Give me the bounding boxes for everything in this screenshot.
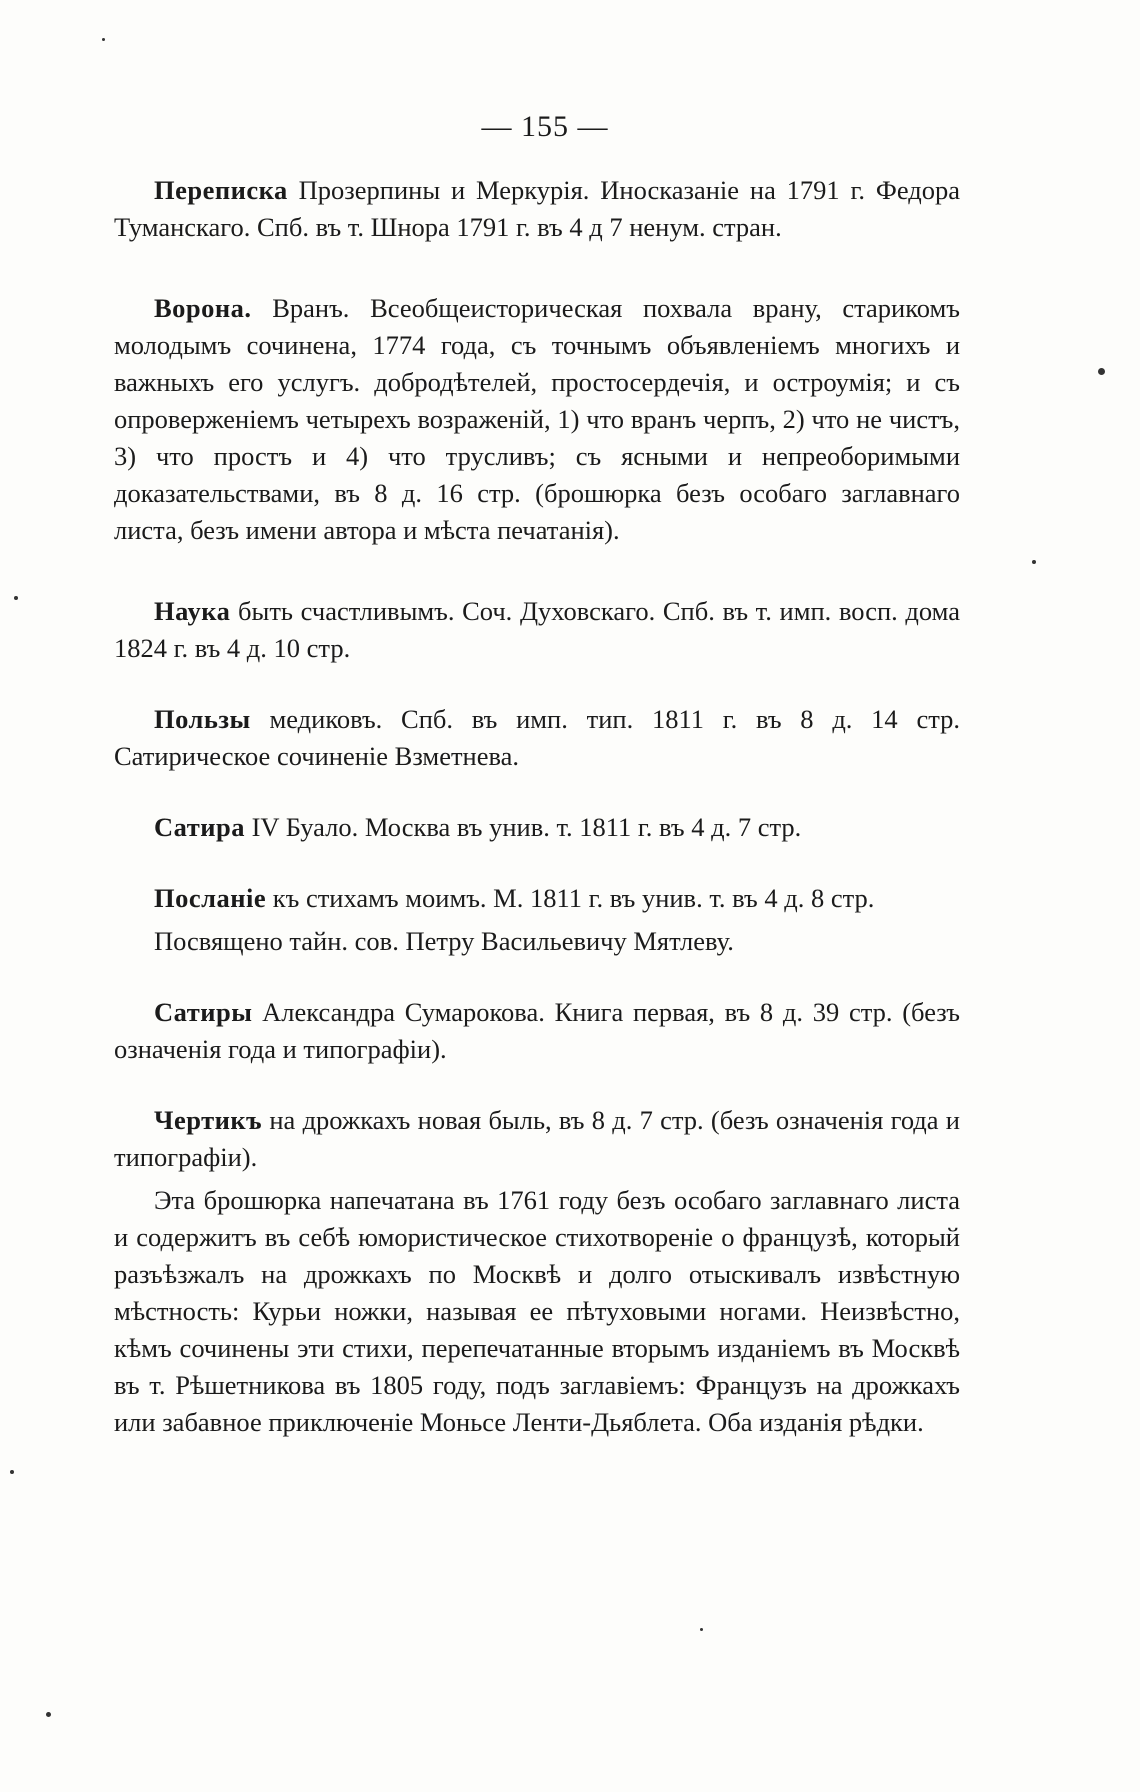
- entry-keyword: Ворона.: [154, 293, 252, 323]
- entry-nauka: [114, 593, 960, 667]
- entry-poslanie: [114, 880, 960, 917]
- entry-keyword: Сатира: [154, 812, 245, 842]
- entry-polzy: [114, 701, 960, 775]
- entry-chertik: [114, 1102, 960, 1176]
- entry-text: Вранъ. Всеобщеисторическая похвала врану, старикомъ молодымъ сочинена, 1774 года, съ точнымъ объявленіемъ многихъ и важныхъ его услугъ. добродѣтелей, простосердечія, и остроумія; и съ опроверженіемъ четырехъ возраженій, 1) что вранъ черпъ, 2) что не чистъ, 3) что простъ и 4) что труcливъ; съ ясными и непреоборимыми доказательствами, въ 8 д. 16 стр. (брошюрка безъ особаго заглавнаго листа, безъ имени автора и мѣста печатанія).: [114, 293, 960, 545]
- entry-text: Александра Сумарокова. Книга первая, въ 8 д. 39 стр. (безъ означенія года и типографіи).: [114, 997, 960, 1064]
- entry-chertik-note: [114, 1182, 960, 1441]
- entry-text: Прозерпины и Меркурія. Иносказаніе на 1791 г. Федора Туманскаго. Спб. въ т. Шнора 1791 г. въ 4 д 7 ненум. стран.: [114, 175, 960, 242]
- scan-speck: [700, 1628, 703, 1631]
- entry-keyword: Сатиры: [154, 997, 253, 1027]
- entry-satiry: [114, 994, 960, 1068]
- entry-text: къ стихамъ моимъ. М. 1811 г. въ унив. т. въ 4 д. 8 стр.: [266, 883, 875, 913]
- bibliography-entries: [114, 172, 960, 1441]
- entry-text: быть счастливымъ. Соч. Духовскаго. Спб. въ т. имп. восп. дома 1824 г. въ 4 д. 10 стр.: [114, 596, 960, 663]
- scan-speck: [1098, 368, 1105, 375]
- entry-keyword: Наука: [154, 596, 231, 626]
- entry-vorona: [114, 290, 960, 549]
- entry-keyword: Чертикъ: [154, 1105, 263, 1135]
- scan-speck: [14, 596, 18, 600]
- entry-text: медиковъ. Спб. въ имп. тип. 1811 г. въ 8 д. 14 стр. Сатирическое сочиненіе Взметнева.: [114, 704, 960, 771]
- entry-keyword: Пользы: [154, 704, 251, 734]
- entry-text: на дрожкахъ новая быль, въ 8 д. 7 стр. (безъ означенія года и типографіи).: [114, 1105, 960, 1172]
- scan-speck: [10, 1470, 14, 1474]
- entry-text: IV Буало. Москва въ унив. т. 1811 г. въ 4 д. 7 стр.: [244, 812, 802, 842]
- entry-text: Посвящено тайн. сов. Петру Васильевичу Мятлеву.: [154, 926, 734, 956]
- page-number: — 155 —: [481, 110, 609, 143]
- entry-satira: [114, 809, 960, 846]
- entry-text: Эта брошюрка напечатана въ 1761 году безъ особаго заглавнаго листа и содержитъ въ себѣ юмористическое стихотвореніе о французѣ, который разъѣзжалъ на дрожкахъ по Москвѣ и долго отыскивалъ извѣстную мѣстность: Курьи ножки, называя ее пѣтуховыми ногами. Неизвѣстно, кѣмъ сочинены эти стихи, перепечатанные вторымъ изданіемъ въ Москвѣ въ т. Рѣшетникова въ 1805 году, подъ заглавіемъ: Французъ на дрожкахъ или забавное приключеніе Моньсе Ленти-Дьяблета. Оба изданія рѣдки.: [114, 1185, 960, 1437]
- scan-speck: [1032, 560, 1036, 564]
- scan-speck: [46, 1712, 51, 1717]
- entry-dedication-note: [114, 923, 960, 960]
- scan-speck: [102, 38, 105, 41]
- entry-perepiska: [114, 172, 960, 246]
- entry-keyword: Посланіе: [154, 883, 267, 913]
- entry-keyword: Переписка: [154, 175, 288, 205]
